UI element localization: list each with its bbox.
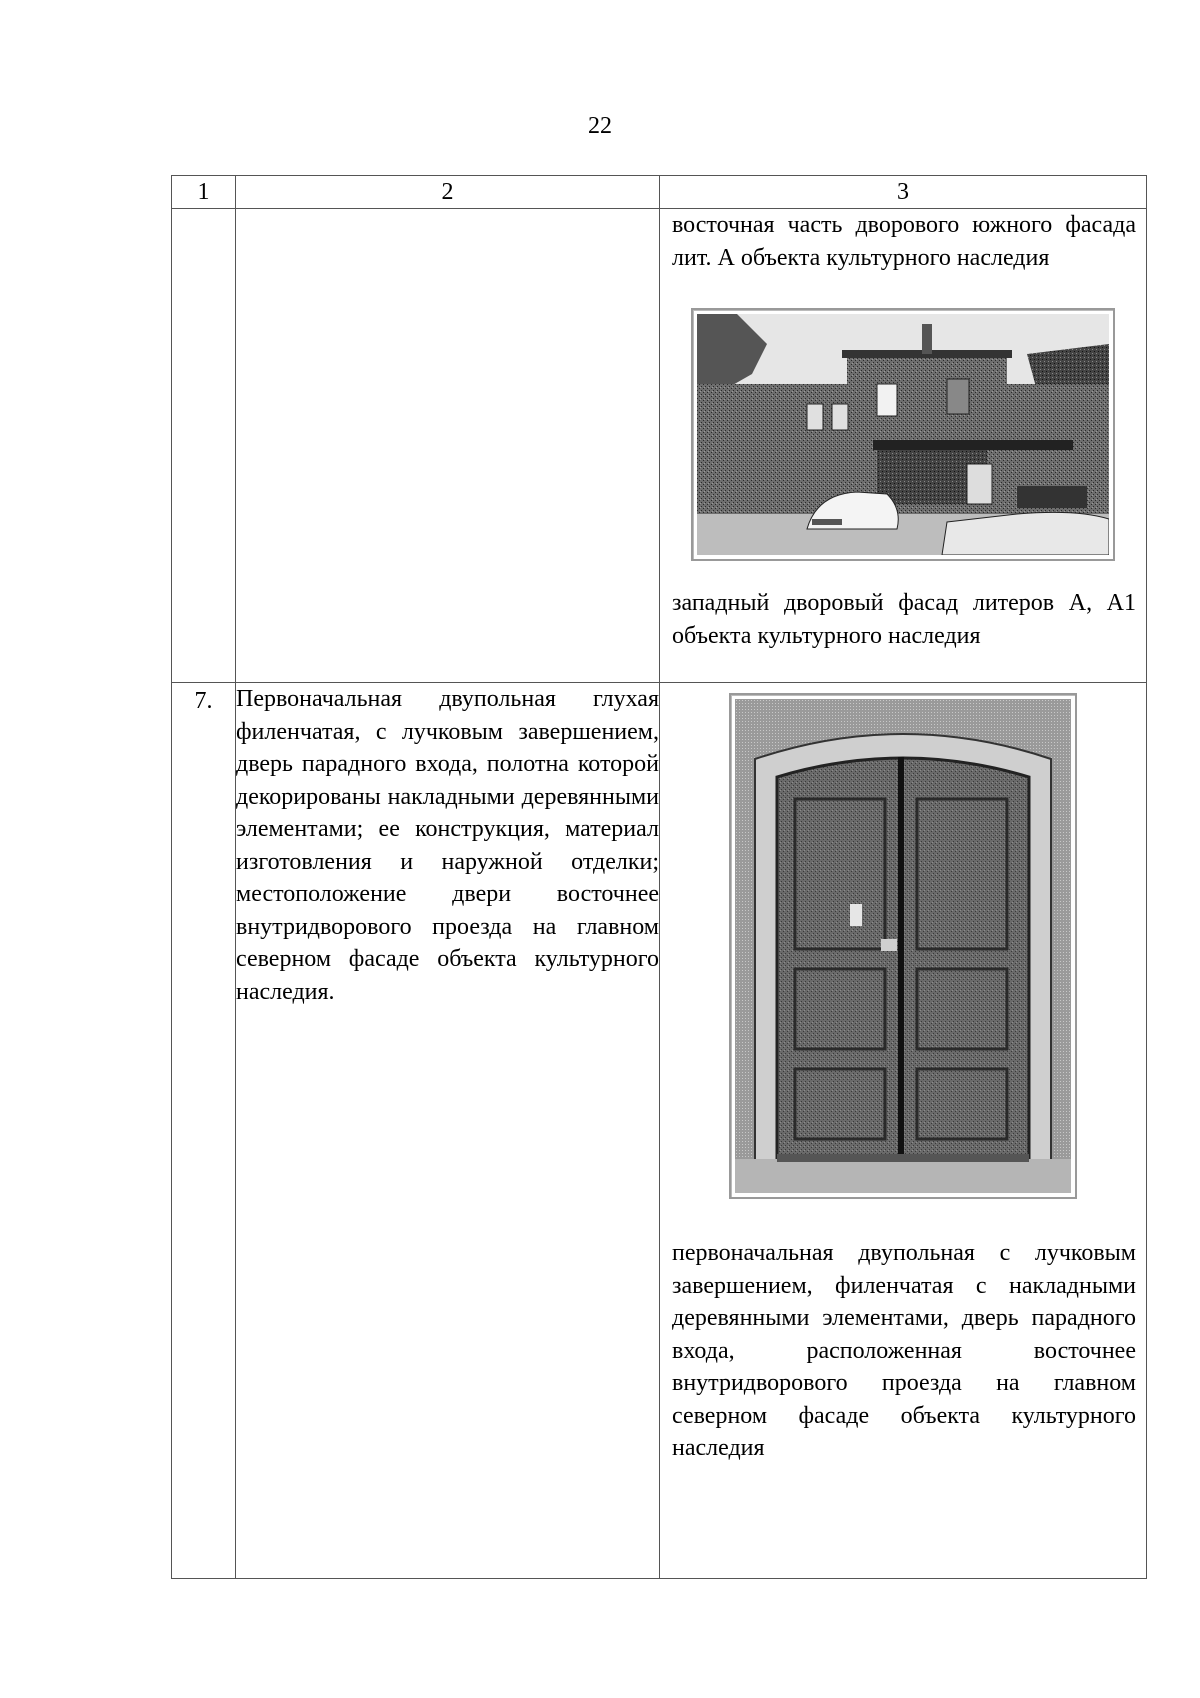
illustration-cell [660,209,1147,683]
header-cell-2: 2 [236,176,660,209]
table-row [172,683,1147,1579]
door-caption: первоначальная двупольная с лучковым завершением, филенчатая с накладными деревянными элементами, дверь парадного входа, расположенная восточнее внутридворового проезда на главном северном фасаде объекта культурного наследия [672,1240,1136,1461]
description-cell: Первоначальная двупольная глухая филенчатая, с лучковым завершением, дверь парадного входа, полотна которой декорированы накладными деревянными элементами; ее конструкция, материал изготовления и наружной отделки; местоположение двери восточнее внутридворового проезда на главном северном фасаде объекта культурного наследия. [236,683,660,1579]
front-door-photo-frame [729,693,1077,1199]
document-table [171,175,1147,1579]
courtyard-facade-photo-frame [691,308,1115,561]
courtyard-facade-photo [697,314,1109,555]
facade-caption: западный дворовый фасад литеров А, А1 объекта культурного наследия [672,590,1136,649]
illustration-cell [660,683,1147,1579]
table-header-row [172,176,1147,209]
table-row [172,209,1147,683]
description-cell [236,209,660,683]
header-cell-3: 3 [660,176,1147,209]
page-number: 22 [588,113,612,139]
row-number-cell: 7. [172,683,236,1579]
facade-top-text: восточная часть дворового южного фасада лит. А объекта культурного наследия [672,212,1136,271]
front-door-photo [735,699,1071,1193]
header-cell-1: 1 [172,176,236,209]
row-number-cell [172,209,236,683]
